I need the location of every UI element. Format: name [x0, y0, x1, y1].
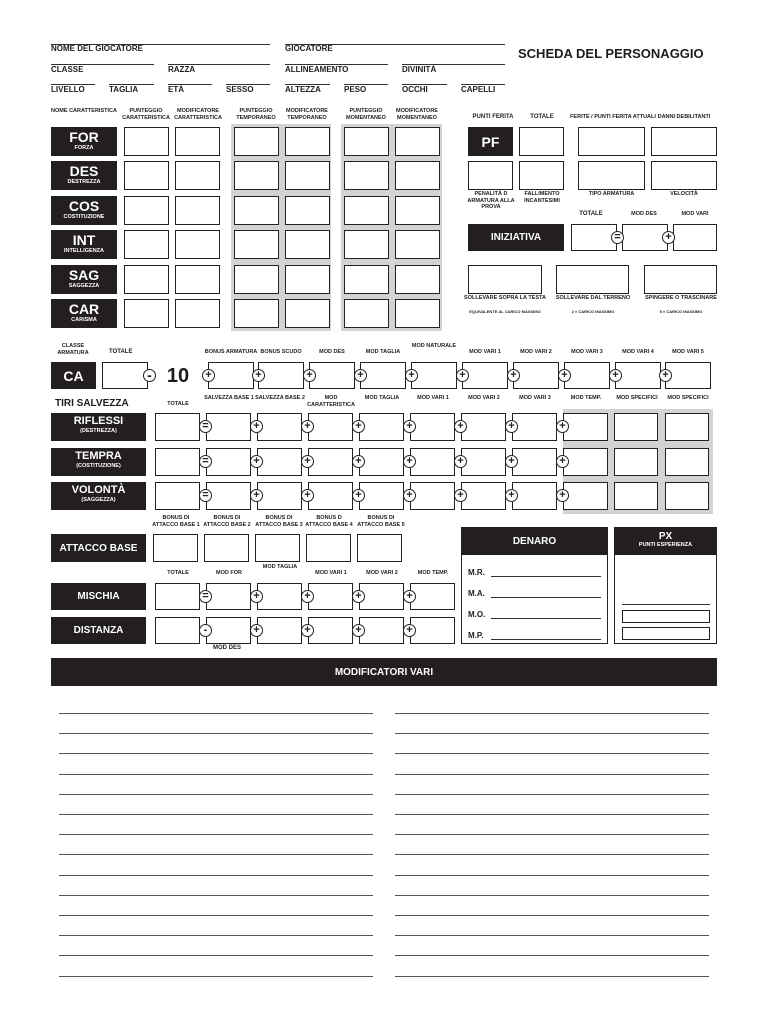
misc-line[interactable]: [59, 834, 373, 835]
attack-field[interactable]: [410, 583, 455, 610]
push-drag-label: SPINGERE O TRASCINARE: [645, 295, 717, 301]
lift-ground-field[interactable]: [556, 265, 629, 294]
ability-field[interactable]: [175, 161, 220, 190]
spell-failure-field[interactable]: [519, 161, 564, 190]
ability-field[interactable]: [395, 127, 440, 156]
plus-icon: +: [250, 455, 263, 468]
plus-icon: +: [352, 420, 365, 433]
ac-modifier-header: MOD VARI 4: [622, 349, 654, 355]
misc-line[interactable]: [59, 935, 373, 936]
ac-modifier-header: MOD VARI 5: [672, 349, 704, 355]
ranged-tag: DISTANZA: [51, 617, 146, 644]
attack-field[interactable]: [410, 617, 455, 644]
plus-icon: +: [250, 420, 263, 433]
ability-field[interactable]: [234, 265, 279, 294]
nonlethal-field[interactable]: [651, 127, 717, 156]
ability-mod-header: MODIFICATORE CARATTERISTICA: [174, 108, 222, 121]
plus-icon: +: [301, 624, 314, 637]
plus-icon: +: [556, 420, 569, 433]
bab-4-field[interactable]: [306, 534, 351, 562]
save-header: MOD CARATTERISTICA: [307, 395, 355, 408]
player-label: GIOCATORE: [285, 44, 333, 53]
ability-field[interactable]: [124, 230, 169, 259]
misc-title: MODIFICATORI VARI: [51, 658, 717, 686]
plus-icon: +: [505, 420, 518, 433]
ability-field[interactable]: [234, 299, 279, 328]
saves-title: TIRI SALVEZZA: [55, 398, 129, 409]
ability-field[interactable]: [344, 299, 389, 328]
ability-field[interactable]: [344, 230, 389, 259]
save-field[interactable]: [308, 482, 353, 510]
misc-line[interactable]: [395, 915, 709, 916]
ability-field[interactable]: [234, 230, 279, 259]
ability-field[interactable]: [124, 196, 169, 225]
misc-line[interactable]: [59, 976, 373, 977]
armor-type-field[interactable]: [578, 161, 645, 190]
attack-field[interactable]: [257, 583, 302, 610]
plus-icon: +: [352, 624, 365, 637]
sheet-title: SCHEDA DEL PERSONAGGIO: [518, 46, 704, 61]
minus-icon: -: [143, 369, 156, 382]
attack-field[interactable]: [155, 617, 200, 644]
save-field[interactable]: [257, 482, 302, 510]
ac-tag: CA: [51, 362, 96, 389]
ability-field[interactable]: [175, 265, 220, 294]
misc-line[interactable]: [395, 713, 709, 714]
class-label: CLASSE: [51, 65, 84, 74]
misc-line[interactable]: [59, 895, 373, 896]
ability-field[interactable]: [175, 299, 220, 328]
attack-field[interactable]: [308, 583, 353, 610]
ability-field[interactable]: [285, 230, 330, 259]
misc-line[interactable]: [59, 955, 373, 956]
base-attack-tag: ATTACCO BASE: [51, 534, 146, 562]
attack-header: TOTALE: [167, 570, 189, 576]
attack-header: MOD TAGLIA: [262, 564, 298, 570]
plus-icon: +: [252, 369, 265, 382]
size-label: TAGLIA: [109, 85, 139, 94]
save-field[interactable]: [155, 448, 200, 476]
save-field[interactable]: [308, 413, 353, 441]
save-field[interactable]: [410, 413, 455, 441]
save-field[interactable]: [512, 482, 557, 510]
ability-field[interactable]: [124, 127, 169, 156]
age-label: ETÀ: [168, 85, 184, 94]
ability-field[interactable]: [344, 161, 389, 190]
save-header: MOD SPECIFICI: [667, 395, 709, 401]
ability-field[interactable]: [175, 127, 220, 156]
bab-5-field[interactable]: [357, 534, 402, 562]
plus-icon: +: [403, 624, 416, 637]
money-gp-label: M.A.: [468, 589, 485, 598]
plus-icon: +: [354, 369, 367, 382]
plus-icon: +: [507, 369, 520, 382]
lift-overhead-label: SOLLEVARE SOPRA LA TESTA: [464, 295, 546, 301]
save-field[interactable]: [563, 482, 608, 510]
ability-field[interactable]: [344, 265, 389, 294]
temp-score-header: PUNTEGGIO TEMPORANEO: [236, 108, 276, 121]
ac-total-header: TOTALE: [109, 349, 133, 355]
bab-5-header: BONUS DI ATTACCO BASE 5: [357, 515, 405, 528]
ability-tag-sag: SAG SAGGEZZA: [51, 265, 117, 294]
plus-icon: +: [609, 369, 622, 382]
save-tag-reflex: RIFLESSI (DESTREZZA): [51, 413, 146, 441]
misc-line[interactable]: [395, 976, 709, 977]
bab-1-field[interactable]: [153, 534, 198, 562]
money-sp-label: M.O.: [468, 610, 486, 619]
ac-modifier-header: MOD TAGLIA: [365, 349, 401, 355]
attack-field[interactable]: [257, 617, 302, 644]
hp-current-header: FERITE / PUNTI FERITA ATTUALI: [570, 114, 656, 120]
ability-field[interactable]: [285, 127, 330, 156]
ability-tag-for: FOR FORZA: [51, 127, 117, 156]
save-field[interactable]: [206, 413, 251, 441]
hp-current-field[interactable]: [578, 127, 645, 156]
save-header: SALVEZZA BASE 2: [255, 395, 305, 401]
plus-icon: +: [303, 369, 316, 382]
ability-field[interactable]: [344, 127, 389, 156]
save-header: MOD TEMP.: [570, 395, 602, 401]
ac-modifier-header: BONUS ARMATURA: [204, 349, 258, 355]
race-label: RAZZA: [168, 65, 196, 74]
save-header: MOD VARI 2: [468, 395, 500, 401]
temp-mod-header: MODIFICATORE TEMPORANEO: [286, 108, 328, 121]
ac-total-field[interactable]: [102, 362, 148, 389]
misc-line[interactable]: [395, 935, 709, 936]
ability-field[interactable]: [285, 161, 330, 190]
save-header: MOD SPECIFICI: [616, 395, 658, 401]
save-field[interactable]: [359, 448, 404, 476]
initiative-tag: INIZIATIVA: [468, 224, 564, 251]
attack-field[interactable]: [359, 617, 404, 644]
hp-tag: PF: [468, 127, 513, 156]
ability-tag-car: CAR CARISMA: [51, 299, 117, 328]
save-field[interactable]: [563, 413, 608, 441]
ability-name-header: NOME CARATTERISTICA: [51, 108, 117, 114]
plus-icon: +: [403, 489, 416, 502]
player-name-label: NOME DEL GIOCATORE: [51, 44, 144, 53]
save-field[interactable]: [665, 482, 709, 510]
misc-line[interactable]: [395, 834, 709, 835]
ability-field[interactable]: [124, 265, 169, 294]
ability-tag-des: DES DESTREZZA: [51, 161, 117, 190]
init-dex-header: MOD DES: [631, 211, 657, 217]
bab-3-field[interactable]: [255, 534, 300, 562]
ability-tag-int: INT INTELLIGENZA: [51, 230, 117, 259]
lift-ground-label: SOLLEVARE DAL TERRENO: [555, 295, 631, 301]
height-label: ALTEZZA: [285, 85, 321, 94]
ability-field[interactable]: [395, 196, 440, 225]
misc-line[interactable]: [59, 794, 373, 795]
save-header: SALVEZZA BASE 1: [204, 395, 254, 401]
save-field[interactable]: [257, 413, 302, 441]
moment-score-header: PUNTEGGIO MOMENTANEO: [346, 108, 386, 121]
save-field[interactable]: [461, 413, 506, 441]
hp-total-field[interactable]: [519, 127, 564, 156]
bab-2-header: BONUS DI ATTACCO BASE 2: [203, 515, 251, 528]
plus-icon: +: [403, 420, 416, 433]
ranged-dex-note: MOD DES: [212, 645, 241, 651]
ability-field[interactable]: [234, 127, 279, 156]
attack-header: MOD FOR: [216, 570, 242, 576]
misc-line[interactable]: [395, 895, 709, 896]
save-field[interactable]: [614, 413, 658, 441]
misc-line[interactable]: [59, 875, 373, 876]
ac-base-value: 10: [166, 365, 190, 387]
save-header: MOD TAGLIA: [364, 395, 400, 401]
init-misc-header: MOD VARI: [681, 211, 709, 217]
level-label: LIVELLO: [51, 85, 85, 94]
plus-icon: +: [250, 489, 263, 502]
ac-modifier-header: MOD NATURALE: [411, 343, 457, 349]
hp-nonlethal-header: DANNI DEBILITANTI: [657, 114, 711, 120]
plus-icon: +: [505, 455, 518, 468]
attack-field[interactable]: [206, 583, 251, 610]
save-header: TOTALE: [167, 401, 189, 407]
misc-line[interactable]: [395, 753, 709, 754]
plus-icon: +: [403, 455, 416, 468]
save-header: MOD VARI 3: [519, 395, 551, 401]
plus-icon: +: [454, 455, 467, 468]
ability-field[interactable]: [395, 161, 440, 190]
ability-tag-cos: COS COSTITUZIONE: [51, 196, 117, 225]
plus-icon: +: [659, 369, 672, 382]
armor-penalty-field[interactable]: [468, 161, 513, 190]
ability-field[interactable]: [285, 196, 330, 225]
equals-icon: =: [199, 489, 212, 502]
save-field[interactable]: [512, 413, 557, 441]
ability-field[interactable]: [344, 196, 389, 225]
ability-field[interactable]: [234, 161, 279, 190]
save-field[interactable]: [206, 482, 251, 510]
save-field[interactable]: [410, 448, 455, 476]
bab-2-field[interactable]: [204, 534, 249, 562]
plus-icon: +: [456, 369, 469, 382]
save-field[interactable]: [206, 448, 251, 476]
bab-4-header: BONUS D ATTACCO BASE 4: [305, 515, 353, 528]
misc-line[interactable]: [59, 915, 373, 916]
equals-icon: =: [611, 231, 624, 244]
plus-icon: +: [202, 369, 215, 382]
plus-icon: +: [405, 369, 418, 382]
misc-line[interactable]: [395, 733, 709, 734]
misc-line[interactable]: [395, 774, 709, 775]
misc-line[interactable]: [59, 814, 373, 815]
save-tag-fortitude: TEMPRA (COSTITUZIONE): [51, 448, 146, 476]
save-field[interactable]: [614, 482, 658, 510]
ability-field[interactable]: [175, 196, 220, 225]
misc-line[interactable]: [395, 814, 709, 815]
plus-icon: +: [558, 369, 571, 382]
misc-line[interactable]: [395, 854, 709, 855]
attack-header: MOD VARI 1: [315, 570, 347, 576]
plus-icon: +: [556, 455, 569, 468]
ability-field[interactable]: [285, 299, 330, 328]
ac-modifier-header: MOD VARI 1: [469, 349, 501, 355]
ability-field[interactable]: [285, 265, 330, 294]
ac-modifier-header: MOD DES: [319, 349, 345, 355]
moment-mod-header: MODIFICATORE MOMENTANEO: [396, 108, 438, 121]
eyes-label: OCCHI: [402, 85, 428, 94]
alignment-label: ALLINEAMENTO: [285, 65, 349, 74]
bab-3-header: BONUS DI ATTACCO BASE 3: [255, 515, 303, 528]
init-misc-field[interactable]: [673, 224, 717, 251]
xp-title: PX PUNTI ESPERIENZA: [614, 527, 717, 555]
attack-field[interactable]: [359, 583, 404, 610]
equals-icon: =: [199, 455, 212, 468]
plus-icon: +: [662, 231, 675, 244]
save-field[interactable]: [563, 448, 608, 476]
money-title: DENARO: [461, 527, 608, 555]
save-field[interactable]: [257, 448, 302, 476]
ability-field[interactable]: [395, 230, 440, 259]
plus-icon: +: [505, 489, 518, 502]
armor-class-label: CLASSE ARMATURA: [57, 343, 89, 356]
plus-icon: +: [250, 590, 263, 603]
misc-line[interactable]: [59, 713, 373, 714]
attack-field[interactable]: [308, 617, 353, 644]
bab-1-header: BONUS DI ATTACCO BASE 1: [152, 515, 200, 528]
misc-line[interactable]: [59, 854, 373, 855]
ability-field[interactable]: [175, 230, 220, 259]
save-field[interactable]: [155, 413, 200, 441]
push-drag-note: 5 × CARICO MASSIMO: [659, 309, 703, 314]
save-field[interactable]: [308, 448, 353, 476]
save-tag-will: VOLONTÀ (SAGGEZZA): [51, 482, 146, 510]
plus-icon: +: [301, 420, 314, 433]
ac-modifier-header: MOD VARI 2: [520, 349, 552, 355]
plus-icon: +: [352, 590, 365, 603]
xp-next-field[interactable]: [622, 627, 710, 640]
attack-header: MOD VARI 2: [366, 570, 398, 576]
ability-field[interactable]: [395, 299, 440, 328]
push-drag-field[interactable]: [644, 265, 717, 294]
misc-line[interactable]: [395, 875, 709, 876]
ac-modifier-header: BONUS SCUDO: [260, 349, 302, 355]
save-header: MOD VARI 1: [417, 395, 449, 401]
ability-score-header: PUNTEGGIO CARATTERISTICA: [122, 108, 170, 121]
save-field[interactable]: [665, 448, 709, 476]
init-total-header: TOTALE: [579, 211, 603, 217]
plus-icon: +: [403, 590, 416, 603]
spell-failure-label: FALLIMENTO INCANTESIMI: [524, 191, 560, 204]
ac-modifier-header: MOD VARI 3: [571, 349, 603, 355]
save-field[interactable]: [665, 413, 709, 441]
misc-line[interactable]: [59, 774, 373, 775]
save-field[interactable]: [155, 482, 200, 510]
melee-tag: MISCHIA: [51, 583, 146, 610]
plus-icon: +: [301, 455, 314, 468]
attack-field[interactable]: [155, 583, 200, 610]
ability-field[interactable]: [395, 265, 440, 294]
save-field[interactable]: [359, 413, 404, 441]
sex-label: SESSO: [226, 85, 254, 94]
ability-field[interactable]: [124, 299, 169, 328]
lift-overhead-field[interactable]: [468, 265, 542, 294]
speed-label: VELOCITÀ: [670, 191, 698, 197]
misc-line[interactable]: [59, 733, 373, 734]
save-field[interactable]: [614, 448, 658, 476]
minus-icon: -: [199, 624, 212, 637]
attack-header: MOD TEMP.: [417, 570, 449, 576]
save-field[interactable]: [410, 482, 455, 510]
equals-icon: =: [199, 420, 212, 433]
plus-icon: +: [454, 420, 467, 433]
plus-icon: +: [556, 489, 569, 502]
misc-line[interactable]: [395, 794, 709, 795]
save-field[interactable]: [461, 448, 506, 476]
equals-icon: =: [199, 590, 212, 603]
plus-icon: +: [352, 489, 365, 502]
xp-current-field[interactable]: [622, 610, 710, 623]
attack-field[interactable]: [206, 617, 251, 644]
armor-penalty-label: PENALITÀ D ARMATURA ALLA PROVA: [467, 191, 515, 210]
hp-header: PUNTI FERITA: [472, 114, 514, 120]
lift-ground-note: 2 × CARICO MASSIMO: [571, 309, 615, 314]
plus-icon: +: [301, 489, 314, 502]
deity-label: DIVINITÀ: [402, 65, 437, 74]
save-field[interactable]: [359, 482, 404, 510]
plus-icon: +: [301, 590, 314, 603]
lift-overhead-note: EQUIVALENTE AL CARICO MASSIMO: [469, 309, 541, 314]
speed-field[interactable]: [651, 161, 717, 190]
save-field[interactable]: [461, 482, 506, 510]
armor-type-label: TIPO ARMATURA: [588, 191, 635, 197]
plus-icon: +: [454, 489, 467, 502]
misc-line[interactable]: [395, 955, 709, 956]
hair-label: CAPELLI: [461, 85, 496, 94]
ability-field[interactable]: [234, 196, 279, 225]
weight-label: PESO: [344, 85, 367, 94]
plus-icon: +: [250, 624, 263, 637]
money-cp-label: M.P.: [468, 631, 484, 640]
save-field[interactable]: [512, 448, 557, 476]
ability-field[interactable]: [124, 161, 169, 190]
money-pp-label: M.R.: [468, 568, 485, 577]
plus-icon: +: [352, 455, 365, 468]
misc-line[interactable]: [59, 753, 373, 754]
hp-total-header: TOTALE: [530, 114, 554, 120]
